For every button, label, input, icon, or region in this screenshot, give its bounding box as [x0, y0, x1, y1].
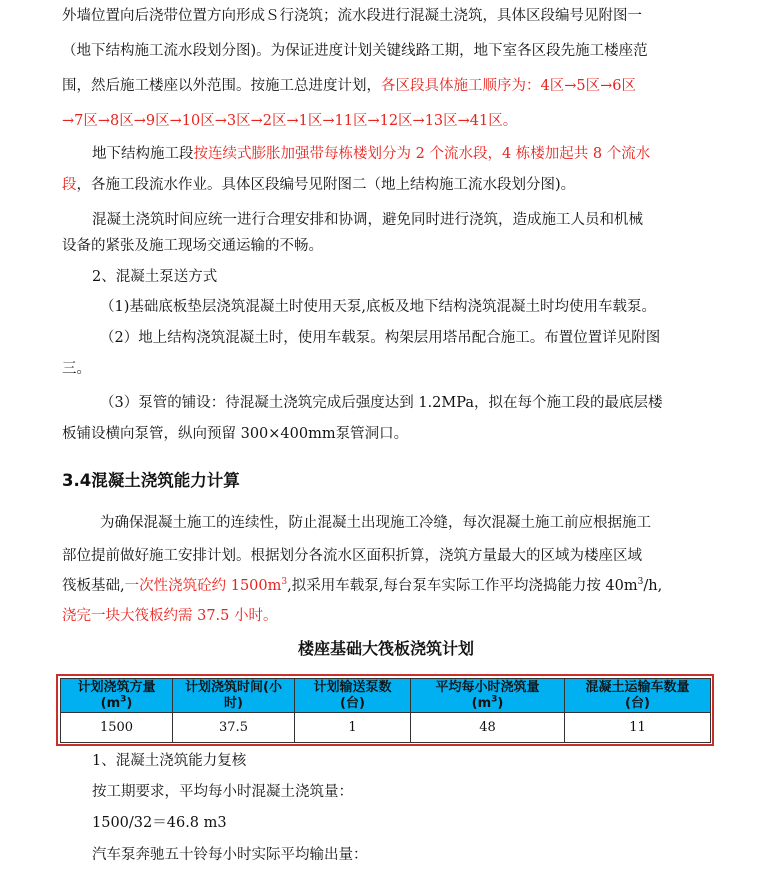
- table-cell: 48: [411, 713, 565, 743]
- body-line: 部位提前做好施工安排计划。根据划分各流水区面积折算，浇筑方量最大的区域为楼座区域: [62, 548, 642, 564]
- body-line: 筏板基础,一次性浇筑砼约 $1500m^3$,拟采用车载泵,每台泵车实际工作平均浇捣能力按 $40m^3/h$,: [62, 577, 663, 594]
- body-line: （地下结构施工流水段划分图)。为保证进度计划关键线路工期，地下室各区段先施工楼座范: [62, 43, 648, 59]
- header-planned-time: 计划浇筑时间(小 时): [173, 679, 295, 713]
- body-line: 地下结构施工段按连续式膨胀加强带每栋楼划分为 2 个流水段，4 栋楼加起共 8 个流水: [92, 146, 651, 162]
- highlight-text: 一次性浇筑砼约 1500m: [124, 578, 282, 594]
- body-line: 三。: [62, 361, 91, 377]
- body-line: 板铺设横向泵管，纵向预留 300×400mm泵管洞口。: [62, 426, 409, 442]
- body-line: 为确保混凝土施工的连续性，防止混凝土出现施工冷缝，每次混凝土施工前应根据施工: [100, 515, 651, 531]
- highlight-line: 浇完一块大筏板约需 37.5 小时。: [62, 608, 278, 624]
- subheading-capacity-check: 1、混凝土浇筑能力复核: [92, 753, 247, 769]
- table-title: 楼座基础大筏板浇筑计划: [297, 639, 474, 658]
- construction-sequence: →7区→8区→9区→10区→3区→2区→1区→11区→12区→13区→41区。: [62, 113, 518, 129]
- header-hourly-volume: 平均每小时浇筑量 $(m^3)$: [411, 679, 565, 713]
- highlight-text: 按连续式膨胀加强带每栋楼划分为 2 个流水段，4 栋楼加起共 8 个流水: [193, 146, 651, 162]
- table-cell: 1500: [61, 713, 173, 743]
- highlight-text: 各区段具体施工顺序为：4区→5区→6区: [381, 78, 636, 94]
- table-cell: 37.5: [173, 713, 295, 743]
- header-planned-volume: 计划浇筑方量 $(m^3)$: [61, 679, 173, 713]
- body-line: 设备的紧张及施工现场交通运输的不畅。: [62, 238, 323, 254]
- header-pump-count: 计划输送泵数 (台): [295, 679, 411, 713]
- calculation-line: 1500/32＝46.8 m3: [92, 815, 227, 831]
- header-truck-count: 混凝土运输车数量 (台): [565, 679, 711, 713]
- body-line: 段，各施工段流水作业。具体区段编号见附图二（地上结构施工流水段划分图)。: [62, 177, 576, 193]
- table-row: [61, 713, 711, 743]
- body-line: 混凝土浇筑时间应统一进行合理安排和协调，避免同时进行浇筑，造成施工人员和机械: [92, 212, 643, 228]
- body-line: 外墙位置向后浇带位置方向形成Ｓ行浇筑；流水段进行混凝土浇筑，具体区段编号见附图一: [62, 8, 642, 24]
- body-line: 按工期要求，平均每小时混凝土浇筑量：: [92, 784, 353, 800]
- table-cell: 1: [295, 713, 411, 743]
- body-line: 围，然后施工楼座以外范围。按施工总进度计划，各区段具体施工顺序为：4区→5区→6区: [62, 78, 636, 94]
- body-line: （1)基础底板垫层浇筑混凝土时使用天泵,底板及地下结构浇筑混凝土时均使用车载泵。: [100, 299, 656, 315]
- highlight-text: 段: [62, 177, 77, 193]
- subheading-pump-method: 2、混凝土泵送方式: [92, 269, 218, 285]
- body-line: （3）泵管的铺设：待混凝土浇筑完成后强度达到 1.2MPa，拟在每个施工段的最底层楼: [100, 395, 663, 411]
- section-heading: 3.4混凝土浇筑能力计算: [62, 471, 240, 490]
- body-line: （2）地上结构浇筑混凝土时，使用车载泵。构架层用塔吊配合施工。布置位置详见附图: [100, 330, 661, 346]
- table-header-row: [61, 679, 711, 713]
- pour-plan-table: [60, 678, 711, 743]
- table-cell: 11: [565, 713, 711, 743]
- body-line: 汽车泵奔驰五十铃每小时实际平均输出量：: [92, 847, 368, 863]
